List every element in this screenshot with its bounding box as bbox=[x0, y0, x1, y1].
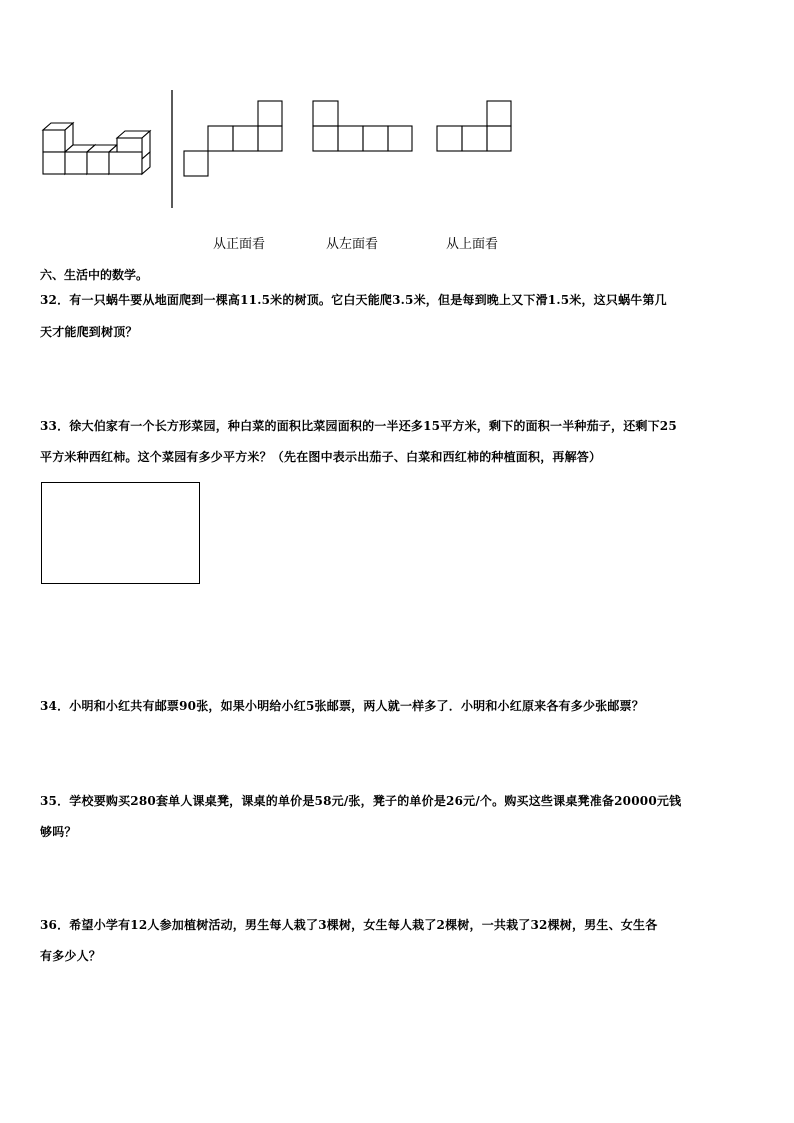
views-figure bbox=[0, 0, 794, 260]
question-33-line-1: 33．徐大伯家有一个长方形菜园，种白菜的面积比菜园面积的一半还多15平方米，剩下的面积一半种茄子，还剩下25 bbox=[40, 419, 677, 433]
section-title: 六、生活中的数学。 bbox=[40, 268, 149, 282]
question-34-line-1: 34．小明和小红共有邮票90张，如果小明给小红5张邮票，两人就一样多了．小明和小红原来各有多少张邮票？ bbox=[40, 699, 644, 713]
front-view bbox=[184, 101, 282, 176]
question-36-line-1: 36．希望小学有12人参加植树活动，男生每人栽了3棵树，女生每人栽了2棵树，一共栽了32棵树，男生、女生各 bbox=[40, 918, 658, 932]
question-32-line-2: 天才能爬到树顶？ bbox=[40, 325, 138, 339]
question-35-line-2: 够吗？ bbox=[40, 825, 77, 839]
cube bbox=[43, 123, 73, 152]
question-33-line-2: 平方米种西红柿。这个菜园有多少平方米？（先在图中表示出茄子、白菜和西红柿的种植面积，再解答） bbox=[40, 450, 602, 464]
question-35-line-1: 35．学校要购买280套单人课桌凳，课桌的单价是58元/张，凳子的单价是26元/个。购买这些课桌凳准备20000元钱 bbox=[40, 794, 682, 808]
question-36-line-2: 有多少人？ bbox=[40, 949, 102, 963]
question-32-line-1: 32．有一只蜗牛要从地面爬到一棵高11.5米的树顶。它白天能爬3.5米，但是每到晚上又下滑1.5米，这只蜗牛第几 bbox=[40, 293, 667, 307]
top-view-caption: 从上面看 bbox=[446, 237, 499, 252]
garden-rectangle bbox=[41, 482, 200, 584]
top-view bbox=[437, 101, 511, 151]
front-view-caption: 从正面看 bbox=[213, 237, 266, 252]
left-view bbox=[313, 101, 412, 151]
cube-solid-drawing bbox=[43, 123, 150, 174]
left-view-caption: 从左面看 bbox=[326, 237, 379, 252]
